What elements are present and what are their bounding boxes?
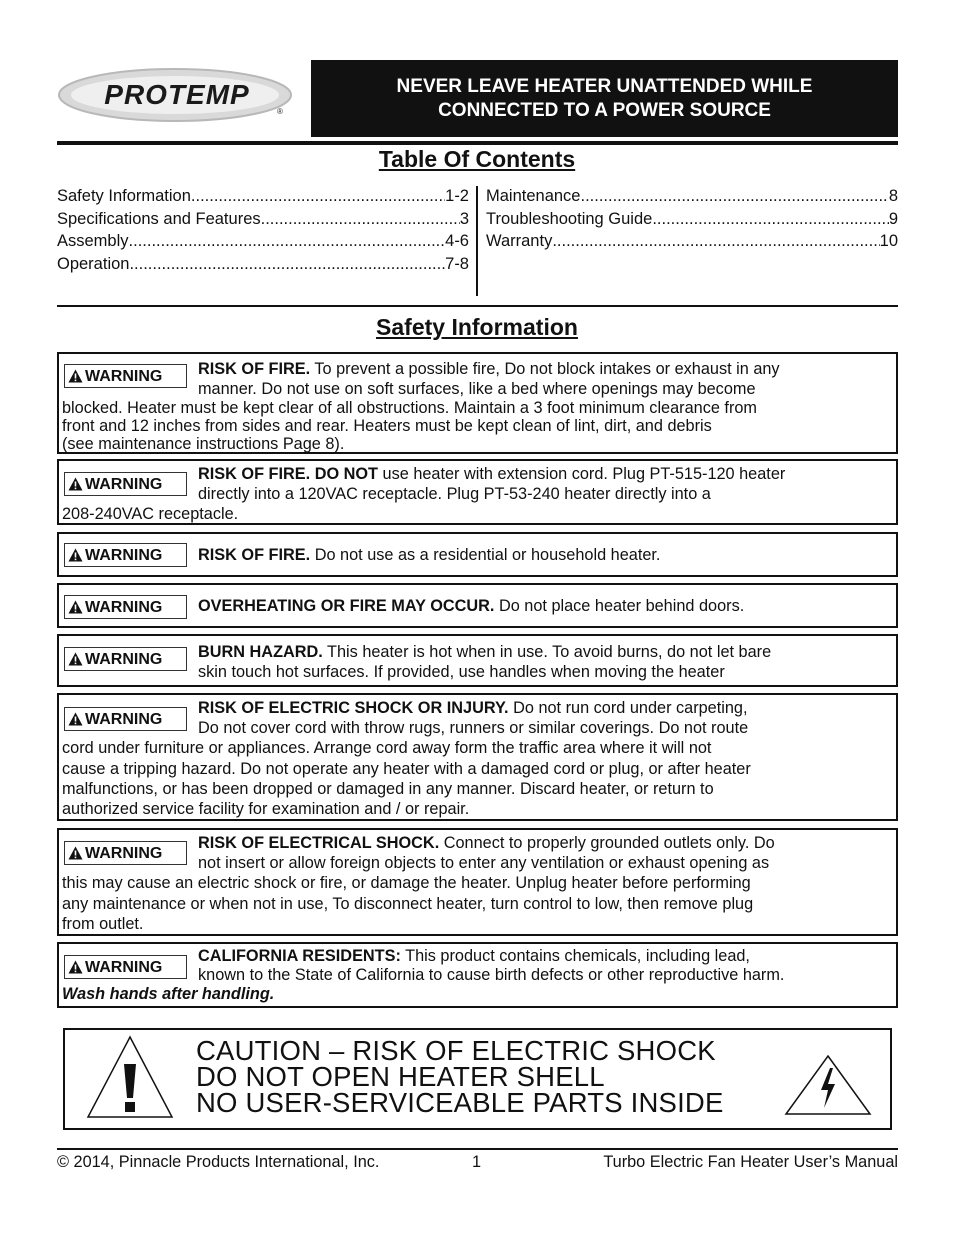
logo-wordmark: PROTEMP [104,79,250,110]
footer-manual-title: Turbo Electric Fan Heater User’s Manual [603,1153,898,1171]
warning-box [57,532,898,577]
toc-entry: Specifications and Features ..... 3 [57,208,469,231]
banner-line-1: NEVER LEAVE HEATER UNATTENDED WHILE [396,75,813,97]
warning-tag: WARNING [64,472,187,496]
warning-box [57,693,898,821]
warning-text: RISK OF FIRE. Do not use as a residential or household heater. [198,546,661,564]
toc-entry: Safety Information ..... 1-2 [57,185,469,208]
electric-shock-caution [63,1028,892,1130]
warning-text: CALIFORNIA RESIDENTS: This product contains chemicals, including lead, known to the State of California to cause birth defects or other reproductive harm. Wash hands after handling. [62,947,785,1003]
footer-divider [57,1148,898,1150]
toc-entry: Troubleshooting Guide ..... 9 [486,208,898,231]
caution-line-1: CAUTION – RISK OF ELECTRIC SHOCK [196,1035,716,1066]
caution-line-3: NO USER-SERVICEABLE PARTS INSIDE [196,1087,724,1118]
toc-entry: Operation ..... 7-8 [57,253,469,276]
footer-page-number: 1 [472,1153,482,1171]
warning-text: RISK OF FIRE. To prevent a possible fire, Do not block intakes or exhaust in any manner. Do not use on soft surfaces, like a bed where openings may become blocked. Heater must be kept clear of all obstructions. Maintain a 3 foot minimum clearance from front and 12 inches from sides and rear. Heaters must be kept clean of lint, dirt, and debris (see maintenance instructions Page 8). [62,360,780,454]
warning-box [57,634,898,687]
warning-tag: WARNING [64,841,187,865]
safety-title: Safety Information [376,314,578,340]
warning-box [57,352,898,454]
warning-text: RISK OF ELECTRIC SHOCK OR INJURY. Do not run cord under carpeting, Do not cover cord with throw rugs, runners or similar coverings. Do not route cord under furniture or appliances. Arrange cord away form the traffic area where it will not cause a tripping hazard. Do not operate any heater with a damaged cord or plug, or after heater malfunctions, or has been dropped or damaged in any manner. Discard heater, or return to authorized service facility for examination and / or repair. [62,699,751,819]
toc-right-column [486,185,898,253]
caution-text [196,1035,724,1118]
unattended-warning-banner [311,60,898,137]
toc-entry: Maintenance ..... 8 [486,185,898,208]
warning-text: BURN HAZARD. This heater is hot when in use. To avoid burns, do not let bare skin touch hot surfaces. If provided, use handles when moving the heater [198,643,772,682]
warning-tag: WARNING [64,364,187,388]
warning-tag: WARNING [64,647,187,671]
toc-bottom-divider [57,305,898,307]
toc-left-column [57,185,469,275]
warning-box [57,583,898,628]
toc-entry: Warranty ..... 10 [486,230,898,253]
warning-text: RISK OF FIRE. DO NOT use heater with extension cord. Plug PT-515-120 heater directly into a 120VAC receptacle. Plug PT-53-240 heater directly into a 208-240VAC receptacle. [62,465,786,524]
warning-tag: WARNING [64,955,187,979]
footer-copyright: © 2014, Pinnacle Products International, Inc. [57,1153,380,1171]
warning-box [57,942,898,1008]
toc-column-divider [476,186,478,296]
registered-mark: ® [277,107,283,116]
warning-text: RISK OF ELECTRICAL SHOCK. Connect to properly grounded outlets only. Do not insert or allow foreign objects to enter any ventilation or exhaust opening as this may cause an electric shock or fire, or damage the heater. Unplug heater before performing any maintenance or when not in use, To disconnect heater, turn control to low, then remove plug from outlet. [62,834,775,933]
protemp-logo [57,62,305,128]
banner-line-2: CONNECTED TO A POWER SOURCE [438,99,771,121]
header-divider [57,141,898,145]
warning-tag: WARNING [64,595,187,619]
exclamation-triangle-icon [85,1034,175,1120]
toc-entry: Assembly ..... 4-6 [57,230,469,253]
warning-tag: WARNING [64,543,187,567]
warning-text: OVERHEATING OR FIRE MAY OCCUR. Do not place heater behind doors. [198,597,745,615]
toc-title: Table Of Contents [378,146,576,172]
warning-box [57,459,898,525]
warning-tag: WARNING [64,707,187,731]
lightning-triangle-icon [783,1054,873,1116]
warning-box [57,828,898,936]
caution-line-2: DO NOT OPEN HEATER SHELL [196,1061,605,1092]
